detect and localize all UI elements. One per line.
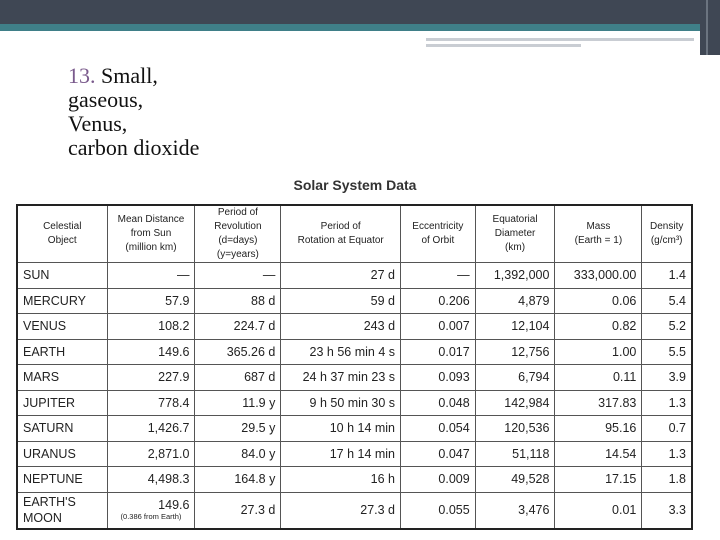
slide-corner-line bbox=[706, 0, 708, 55]
cell-diameter: 120,536 bbox=[475, 416, 555, 442]
cell-eccentricity: 0.047 bbox=[401, 441, 476, 467]
cell-density: 1.8 bbox=[642, 467, 692, 493]
cell-mass: 333,000.00 bbox=[555, 263, 642, 289]
header-diameter: Equatorial Diameter (km) bbox=[475, 205, 555, 263]
table-row bbox=[17, 288, 692, 314]
cell-density: 3.3 bbox=[642, 492, 692, 529]
cell-eccentricity: 0.048 bbox=[401, 390, 476, 416]
cell-density: 5.2 bbox=[642, 314, 692, 340]
cell-mass: 1.00 bbox=[555, 339, 642, 365]
cell-diameter: 1,392,000 bbox=[475, 263, 555, 289]
slide-accent-stripe bbox=[0, 24, 720, 31]
cell-object: NEPTUNE bbox=[17, 467, 107, 493]
question-number: 13. bbox=[68, 63, 96, 88]
solar-system-table bbox=[16, 204, 693, 530]
cell-mass: 0.82 bbox=[555, 314, 642, 340]
header-density: Density (g/cm³) bbox=[642, 205, 692, 263]
table-row bbox=[17, 263, 692, 289]
cell-object: MARS bbox=[17, 365, 107, 391]
question-line: Venus, bbox=[68, 111, 128, 136]
table-title: Solar System Data bbox=[293, 177, 417, 193]
header-period-rotation: Period of Rotation at Equator bbox=[281, 205, 401, 263]
question-line bbox=[68, 64, 199, 88]
decorative-line bbox=[426, 44, 581, 47]
question-line: carbon dioxide bbox=[68, 135, 200, 160]
slide-top-bar bbox=[0, 0, 720, 24]
cell-rotation: 24 h 37 min 23 s bbox=[281, 365, 401, 391]
cell-eccentricity: 0.054 bbox=[401, 416, 476, 442]
cell-rotation: 16 h bbox=[281, 467, 401, 493]
cell-mass: 0.11 bbox=[555, 365, 642, 391]
cell-diameter: 12,756 bbox=[475, 339, 555, 365]
cell-object: EARTH bbox=[17, 339, 107, 365]
cell-mass: 317.83 bbox=[555, 390, 642, 416]
cell-revolution: 687 d bbox=[195, 365, 281, 391]
header-mass: Mass (Earth = 1) bbox=[555, 205, 642, 263]
cell-object: URANUS bbox=[17, 441, 107, 467]
cell-density: 0.7 bbox=[642, 416, 692, 442]
cell-eccentricity: 0.017 bbox=[401, 339, 476, 365]
cell-density: 1.3 bbox=[642, 441, 692, 467]
header-mean-distance: Mean Distance from Sun (million km) bbox=[107, 205, 195, 263]
cell-diameter: 49,528 bbox=[475, 467, 555, 493]
cell-distance: 149.6 (0.386 from Earth) bbox=[107, 492, 195, 529]
slide-corner-block bbox=[700, 0, 720, 55]
cell-rotation: 10 h 14 min bbox=[281, 416, 401, 442]
cell-distance: 108.2 bbox=[107, 314, 195, 340]
cell-object: MERCURY bbox=[17, 288, 107, 314]
cell-diameter: 6,794 bbox=[475, 365, 555, 391]
table-header-row bbox=[17, 205, 692, 263]
cell-revolution: — bbox=[195, 263, 281, 289]
cell-density: 3.9 bbox=[642, 365, 692, 391]
cell-object: JUPITER bbox=[17, 390, 107, 416]
cell-revolution: 88 d bbox=[195, 288, 281, 314]
cell-rotation: 243 d bbox=[281, 314, 401, 340]
cell-mass: 14.54 bbox=[555, 441, 642, 467]
cell-distance: 778.4 bbox=[107, 390, 195, 416]
cell-rotation: 27.3 d bbox=[281, 492, 401, 529]
header-celestial-object: Celestial Object bbox=[17, 205, 107, 263]
cell-diameter: 12,104 bbox=[475, 314, 555, 340]
cell-mass: 95.16 bbox=[555, 416, 642, 442]
cell-rotation: 27 d bbox=[281, 263, 401, 289]
cell-distance: 2,871.0 bbox=[107, 441, 195, 467]
table-row bbox=[17, 467, 692, 493]
table-row bbox=[17, 314, 692, 340]
cell-eccentricity: — bbox=[401, 263, 476, 289]
cell-distance: 1,426.7 bbox=[107, 416, 195, 442]
decorative-line bbox=[426, 38, 694, 41]
cell-distance: — bbox=[107, 263, 195, 289]
cell-density: 5.4 bbox=[642, 288, 692, 314]
cell-mass: 17.15 bbox=[555, 467, 642, 493]
cell-distance: 227.9 bbox=[107, 365, 195, 391]
cell-object: EARTH'S MOON bbox=[17, 492, 107, 529]
cell-diameter: 4,879 bbox=[475, 288, 555, 314]
cell-revolution: 164.8 y bbox=[195, 467, 281, 493]
cell-density: 1.3 bbox=[642, 390, 692, 416]
question-line-text: Small, bbox=[101, 63, 158, 88]
cell-object: VENUS bbox=[17, 314, 107, 340]
cell-mass: 0.06 bbox=[555, 288, 642, 314]
cell-diameter: 51,118 bbox=[475, 441, 555, 467]
cell-distance: 4,498.3 bbox=[107, 467, 195, 493]
cell-revolution: 84.0 y bbox=[195, 441, 281, 467]
cell-eccentricity: 0.009 bbox=[401, 467, 476, 493]
cell-revolution: 224.7 d bbox=[195, 314, 281, 340]
cell-diameter: 142,984 bbox=[475, 390, 555, 416]
cell-rotation: 23 h 56 min 4 s bbox=[281, 339, 401, 365]
cell-mass: 0.01 bbox=[555, 492, 642, 529]
cell-eccentricity: 0.055 bbox=[401, 492, 476, 529]
table-row bbox=[17, 365, 692, 391]
cell-revolution: 29.5 y bbox=[195, 416, 281, 442]
cell-eccentricity: 0.093 bbox=[401, 365, 476, 391]
cell-diameter: 3,476 bbox=[475, 492, 555, 529]
cell-revolution: 27.3 d bbox=[195, 492, 281, 529]
cell-rotation: 17 h 14 min bbox=[281, 441, 401, 467]
question-line: gaseous, bbox=[68, 87, 144, 112]
table-row bbox=[17, 416, 692, 442]
header-eccentricity: Eccentricity of Orbit bbox=[401, 205, 476, 263]
cell-eccentricity: 0.206 bbox=[401, 288, 476, 314]
header-period-revolution: Period of Revolution (d=days) (y=years) bbox=[195, 205, 281, 263]
cell-rotation: 59 d bbox=[281, 288, 401, 314]
table-row bbox=[17, 339, 692, 365]
cell-density: 1.4 bbox=[642, 263, 692, 289]
cell-rotation: 9 h 50 min 30 s bbox=[281, 390, 401, 416]
cell-eccentricity: 0.007 bbox=[401, 314, 476, 340]
table-row-moon bbox=[17, 492, 692, 529]
cell-distance: 57.9 bbox=[107, 288, 195, 314]
cell-revolution: 11.9 y bbox=[195, 390, 281, 416]
question-text bbox=[68, 64, 199, 160]
cell-object: SUN bbox=[17, 263, 107, 289]
table-row bbox=[17, 390, 692, 416]
cell-distance: 149.6 bbox=[107, 339, 195, 365]
cell-revolution: 365.26 d bbox=[195, 339, 281, 365]
distance-note: (0.386 from Earth) bbox=[120, 512, 182, 521]
cell-density: 5.5 bbox=[642, 339, 692, 365]
table-row bbox=[17, 441, 692, 467]
cell-object: SATURN bbox=[17, 416, 107, 442]
